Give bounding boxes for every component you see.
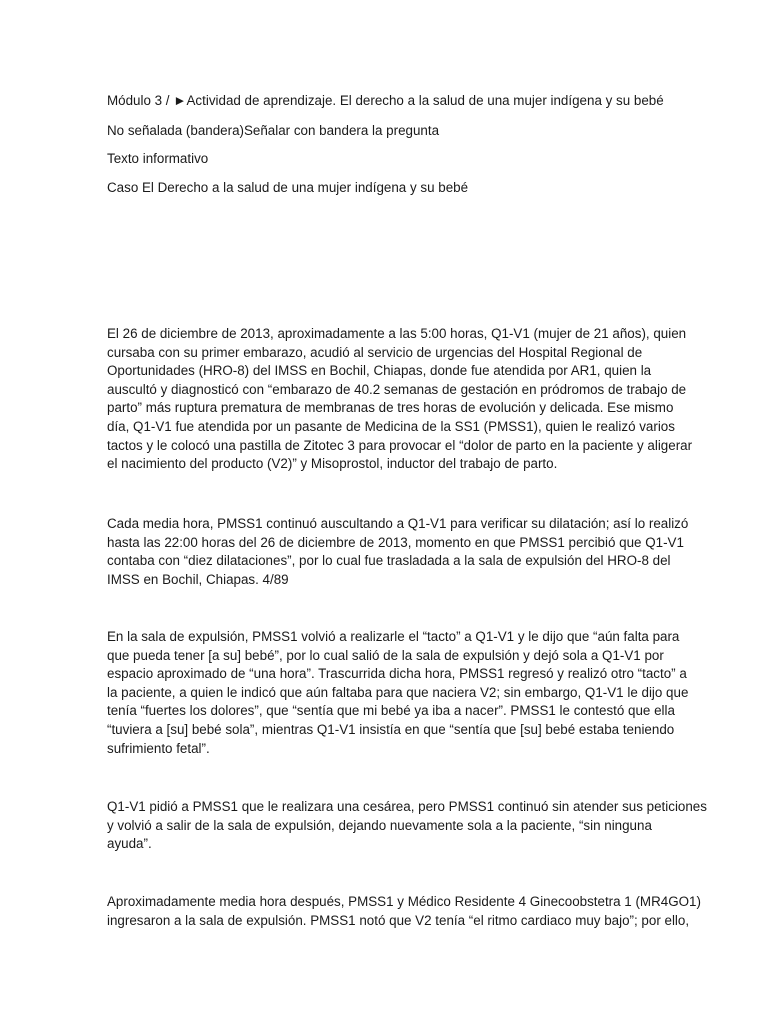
text-line: ayuda”. bbox=[107, 836, 152, 852]
text-line: tactos y le colocó una pastilla de Zitotec 3 para provocar el “dolor de parto en la paciente y aligerar bbox=[107, 437, 693, 453]
text-line: cursaba con su primer embarazo, acudió al servicio de urgencias del Hospital Regional de bbox=[107, 344, 643, 360]
module-title: Módulo 3 / ►Actividad de aprendizaje. El derecho a la salud de una mujer indígena y su bebé bbox=[107, 93, 664, 108]
paragraph-1 bbox=[107, 325, 693, 474]
flag-question-line: No señalada (bandera)Señalar con bandera la pregunta bbox=[107, 123, 440, 138]
text-line: parto” más ruptura prematura de membranas de tres horas de evolución y delicada. Ese mismo bbox=[107, 400, 674, 416]
text-line: “tuviera a [su] bebé sola”, mientras Q1-V1 insistía en que “sentía que [su] bebé estaba teniendo bbox=[107, 721, 675, 737]
case-title: Caso El Derecho a la salud de una mujer indígena y su bebé bbox=[107, 180, 469, 195]
text-line: el nacimiento del producto (V2)” y Misoprostol, inductor del trabajo de parto. bbox=[107, 456, 558, 472]
text-line: El 26 de diciembre de 2013, aproximadamente a las 5:00 horas, Q1-V1 (mujer de 21 años), quien bbox=[107, 326, 687, 341]
text-line: y volvió a salir de la sala de expulsión, dejando nuevamente sola a la paciente, “sin ninguna bbox=[107, 817, 652, 833]
text-line: la paciente, a quien le indicó que aún faltaba para que naciera V2; sin embargo, Q1-V1 le dijo que bbox=[107, 684, 689, 700]
text-line: espacio aproximado de “una hora”. Trascurrida dicha hora, PMSS1 regresó y realizó otro “tacto” a bbox=[107, 666, 687, 682]
paragraph-2 bbox=[107, 515, 689, 589]
text-line: contaba con “diez dilataciones”, por lo cual fue trasladada a la sala de expulsión del HRO-8 del bbox=[107, 553, 671, 569]
text-line: tenía “fuertes los dolores”, que “sentía que mi bebé ya iba a nacer”. PMSS1 le contestó que ella bbox=[107, 703, 675, 719]
text-line: Q1-V1 pidió a PMSS1 que le realizara una cesárea, pero PMSS1 continuó sin atender sus peticiones bbox=[107, 799, 707, 814]
text-line: ingresaron a la sala de expulsión. PMSS1 notó que V2 tenía “el ritmo cardiaco muy bajo”; por ello, bbox=[107, 912, 690, 928]
paragraph-3 bbox=[107, 628, 689, 758]
paragraph-5 bbox=[107, 893, 701, 930]
text-line: sufrimiento fetal”. bbox=[107, 740, 210, 756]
paragraph-4 bbox=[107, 798, 707, 854]
section-label: Texto informativo bbox=[107, 151, 209, 166]
text-line: Aproximadamente media hora después, PMSS1 y Médico Residente 4 Ginecoobstetra 1 (MR4GO1) bbox=[107, 894, 701, 909]
text-line: Oportunidades (HRO-8) del IMSS en Bochil, Chiapas, donde fue atendida por AR1, quien la bbox=[107, 363, 652, 379]
text-line: En la sala de expulsión, PMSS1 volvió a realizarle el “tacto” a Q1-V1 y le dijo que “aún falta para bbox=[107, 629, 680, 644]
text-line: auscultó y diagnosticó con “embarazo de 40.2 semanas de gestación en pródromos de trabajo de bbox=[107, 381, 687, 397]
text-line: IMSS en Bochil, Chiapas. 4/89 bbox=[107, 571, 289, 587]
text-line: hasta las 22:00 horas del 26 de diciembre de 2013, momento en que PMSS1 percibió que Q1-V1 bbox=[107, 534, 684, 550]
text-line: que pueda tener [a su] bebé”, por lo cual salió de la sala de expulsión y dejó sola a Q1-V1 por bbox=[107, 647, 664, 663]
text-line: Cada media hora, PMSS1 continuó auscultando a Q1-V1 para verificar su dilatación; así lo realizó bbox=[107, 516, 689, 531]
text-line: día, Q1-V1 fue atendida por un pasante de Medicina de la SS1 (PMSS1), quien le realizó varios bbox=[107, 418, 675, 434]
